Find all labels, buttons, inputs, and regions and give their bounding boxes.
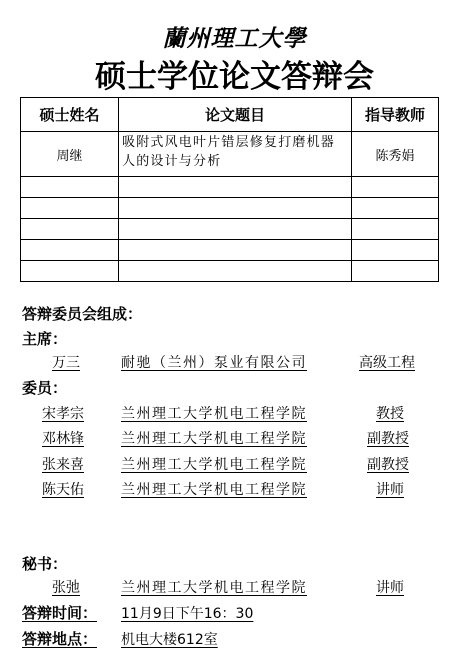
members-label: 委员： [22,379,68,397]
student-name-cell [21,261,119,282]
table-row [21,198,439,219]
advisor-cell [352,219,439,240]
member-title: 副教授 [367,457,409,473]
member-org: 兰州理工大学机电工程学院 [121,457,307,473]
member-name: 陈天佑 [42,482,84,498]
advisor-cell [352,198,439,219]
secretary-title: 讲师 [376,580,404,596]
table-row [21,132,439,177]
member-name: 邓林锋 [42,431,84,447]
advisor-cell [352,240,439,261]
defense-time: 11月9日下午16：30 [121,606,254,622]
member-name: 宋孝宗 [42,406,84,422]
chair-org: 耐驰（兰州）泵业有限公司 [121,355,307,371]
table-row [21,219,439,240]
advisor-cell [352,261,439,282]
chair-name: 万三 [52,355,80,371]
defense-place: 机电大楼612室 [121,632,218,648]
student-name-cell [21,219,119,240]
member-org: 兰州理工大学机电工程学院 [121,482,307,498]
thesis-topic-cell [119,198,352,219]
member-name: 张来喜 [42,457,84,473]
column-header-name: 硕士姓名 [21,98,119,132]
member-org: 兰州理工大学机电工程学院 [121,406,307,422]
defense-time-label: 答辩时间： [22,604,98,622]
defense-place-label: 答辩地点： [22,630,98,648]
thesis-table [20,97,439,282]
secretary-org: 兰州理工大学机电工程学院 [121,580,307,596]
member-title: 讲师 [376,482,404,498]
chair-label: 主席： [22,330,68,348]
secretary-label: 秘书： [22,555,68,573]
advisor-cell [352,177,439,198]
secretary-name: 张弛 [52,580,80,596]
chair-title: 高级工程 [359,355,415,371]
thesis-topic-cell [119,177,352,198]
column-header-teacher: 指导教师 [352,98,439,132]
university-logo: 蘭州理工大學 [162,25,307,52]
advisor-cell: 陈秀娟 [352,132,439,177]
student-name-cell [21,177,119,198]
thesis-topic-cell: 吸附式风电叶片错层修复打磨机器人的设计与分析 [119,132,352,177]
thesis-topic-cell [119,219,352,240]
student-name-cell [21,198,119,219]
member-title: 教授 [376,406,404,422]
table-row [21,240,439,261]
thesis-topic-cell [119,240,352,261]
member-org: 兰州理工大学机电工程学院 [121,431,307,447]
member-title: 副教授 [367,431,409,447]
page-title: 硕士学位论文答辩会 [95,59,374,95]
table-row [21,177,439,198]
table-row [21,261,439,282]
student-name-cell [21,240,119,261]
committee-heading: 答辩委员会组成： [22,305,143,323]
table-header-row [21,98,439,132]
student-name-cell: 周继 [21,132,119,177]
thesis-topic-cell [119,261,352,282]
column-header-topic: 论文题目 [119,98,352,132]
